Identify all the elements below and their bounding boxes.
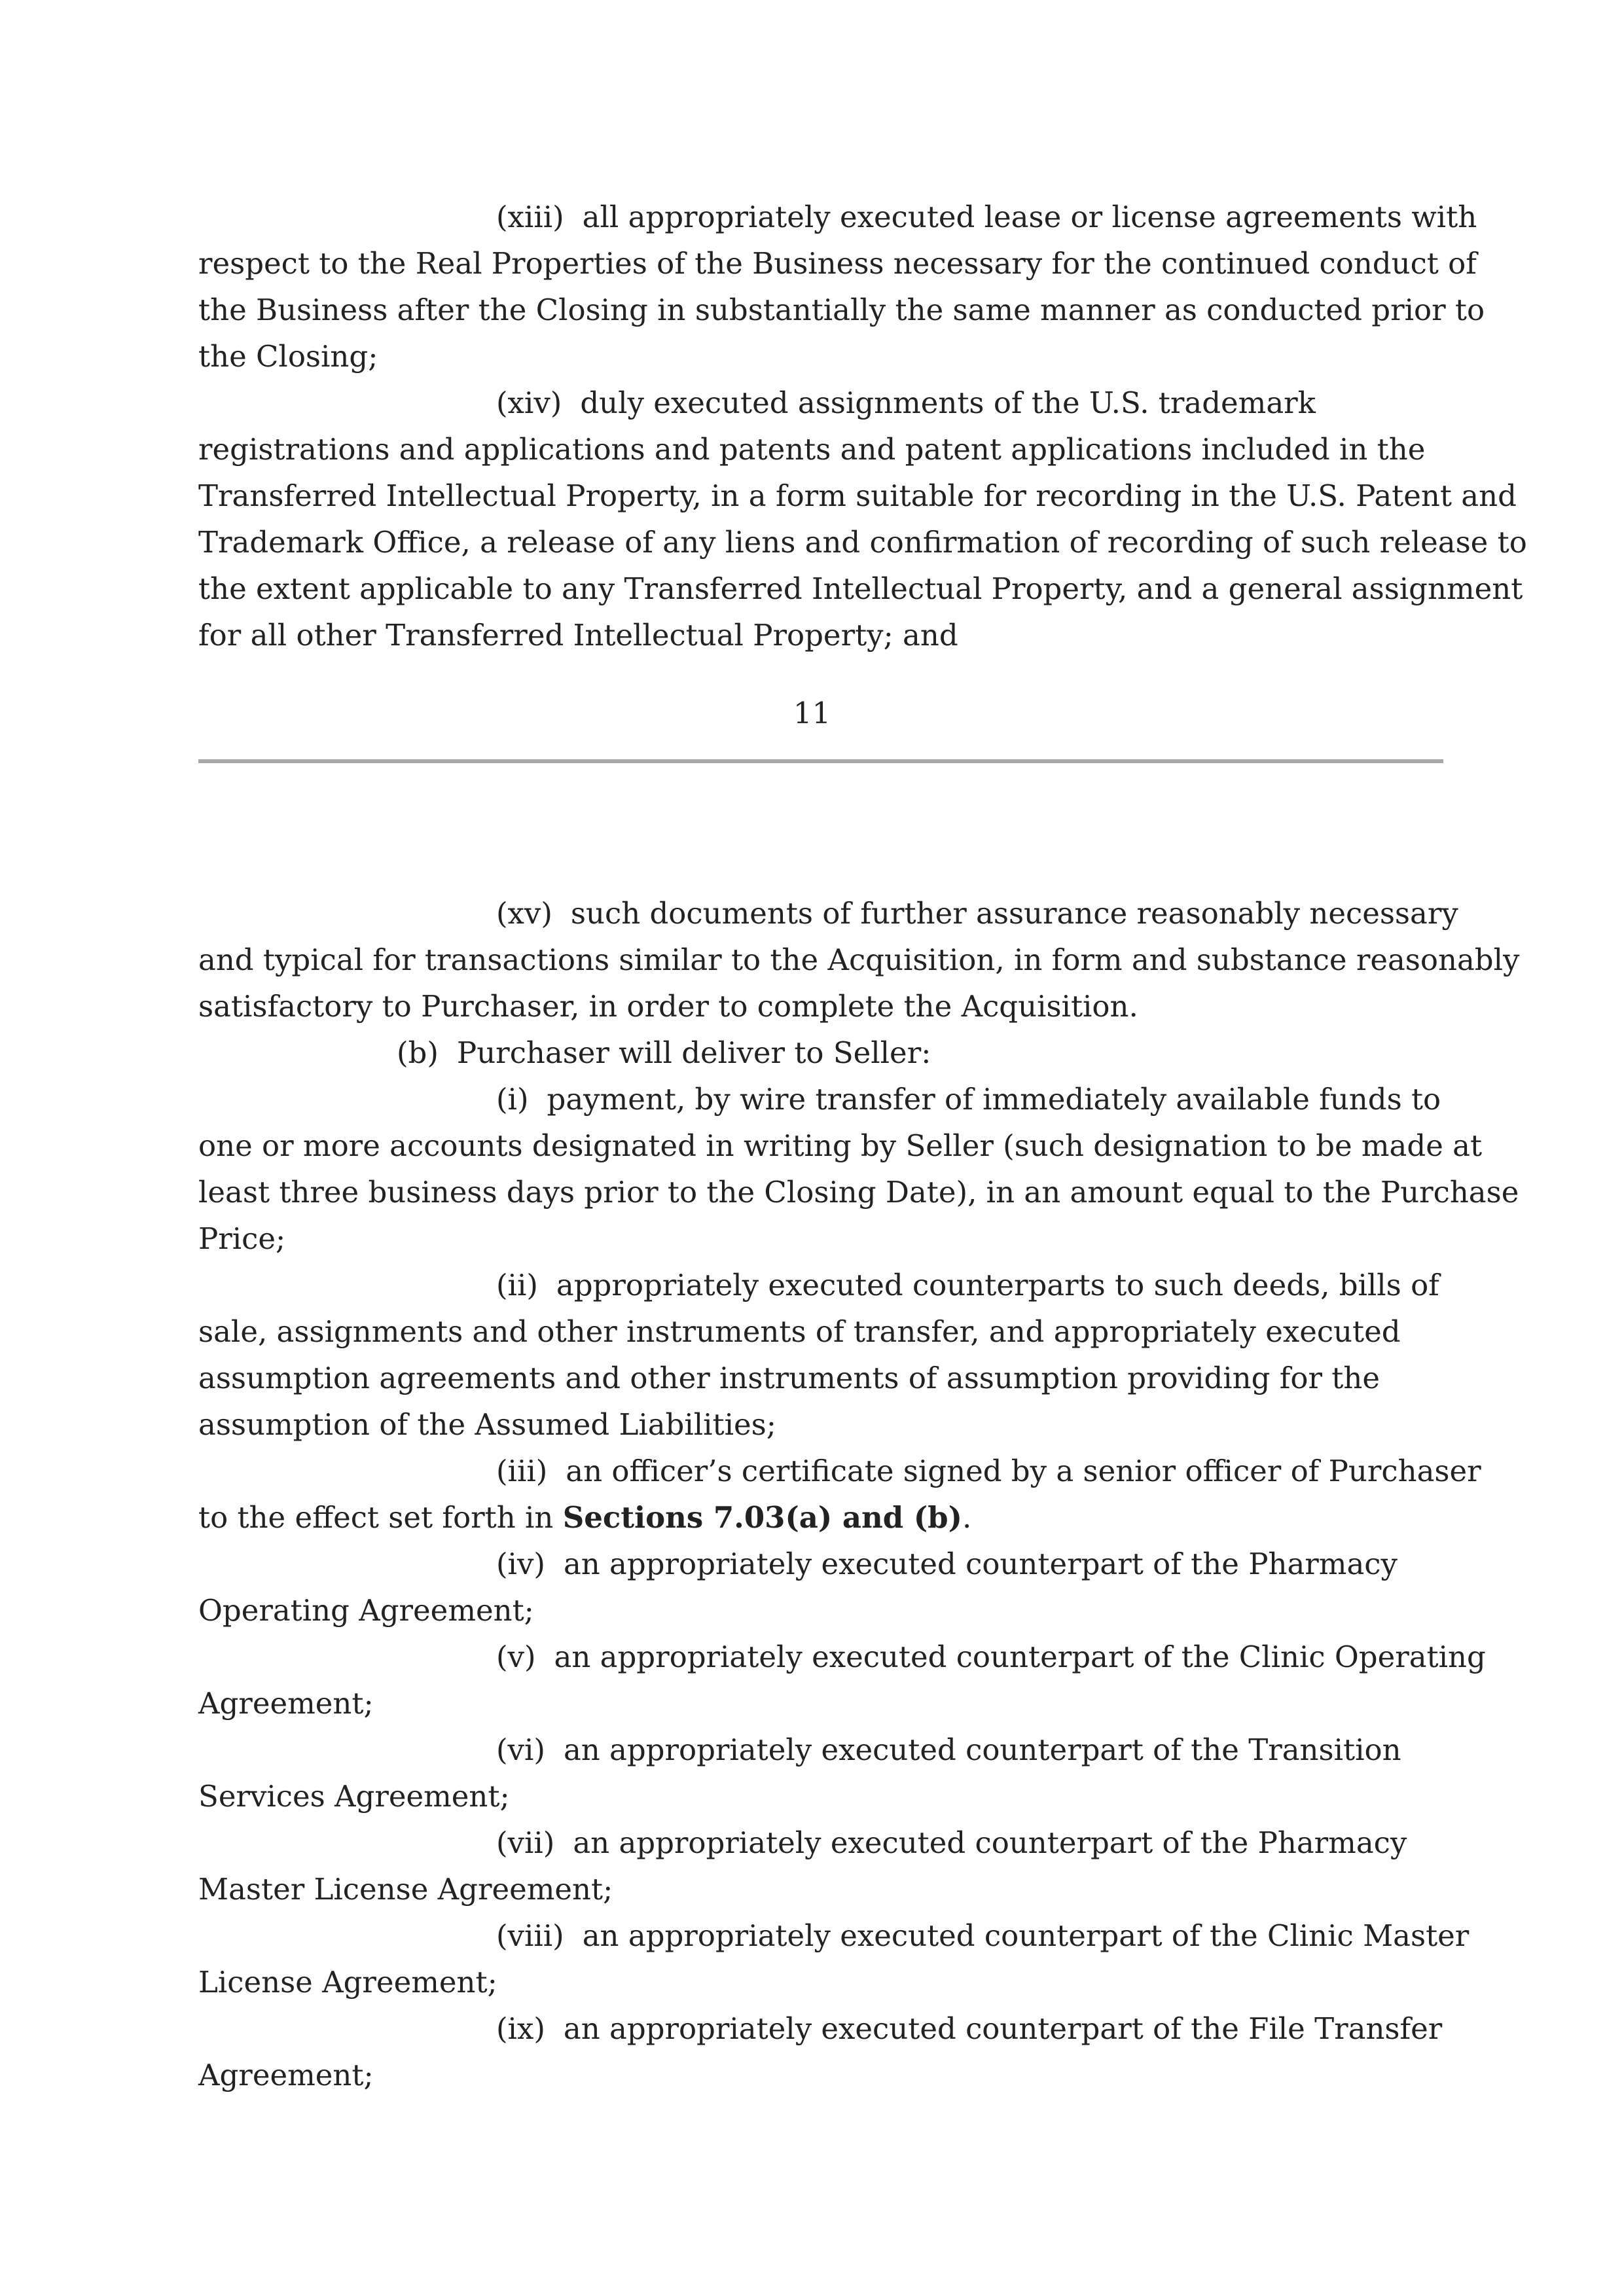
- clause-iii: [198, 1448, 1481, 1541]
- clause-text: Agreement;: [198, 2058, 374, 2092]
- section-reference: Sections 7.03(a) and (b): [562, 1500, 962, 1535]
- clause-text: an appropriately executed counterpart of the Transition: [563, 1732, 1401, 1767]
- clause-number: (i): [496, 1082, 529, 1117]
- clause-xiii: [198, 194, 1485, 380]
- clause-text: all appropriately executed lease or license agreements with: [582, 200, 1477, 234]
- clause-text: an appropriately executed counterpart of the File Transfer: [563, 2011, 1443, 2046]
- clause-text: an appropriately executed counterpart of the Pharmacy: [573, 1825, 1407, 1860]
- clause-text: License Agreement;: [198, 1965, 497, 2000]
- clause-number: (b): [397, 1035, 439, 1070]
- clause-text: Agreement;: [198, 1686, 374, 1721]
- clause-text: respect to the Real Properties of the Business necessary for the continued conduct of: [198, 246, 1477, 281]
- clause-text: the extent applicable to any Transferred Intellectual Property, and a general assignment: [198, 571, 1523, 606]
- clause-number: (v): [496, 1640, 536, 1674]
- clause-ii: [198, 1262, 1442, 1448]
- clause-text: and typical for transactions similar to the Acquisition, in form and substance reasonably: [198, 942, 1520, 977]
- clause-text: assumption of the Assumed Liabilities;: [198, 1407, 776, 1442]
- clause-text: duly executed assignments of the U.S. trademark: [580, 386, 1316, 420]
- clause-text: an appropriately executed counterpart of the Pharmacy: [563, 1547, 1398, 1581]
- clause-text: appropriately executed counterparts to such deeds, bills of: [556, 1268, 1439, 1302]
- clause-text: .: [962, 1500, 972, 1535]
- clause-text: for all other Transferred Intellectual Property; and: [198, 618, 958, 653]
- clause-viii: [198, 1912, 1470, 2005]
- clause-vii: [198, 1820, 1442, 1912]
- page-number: 11: [793, 696, 831, 730]
- clause-b: [198, 1030, 1442, 1076]
- clause-iv: [198, 1541, 1442, 1634]
- clause-ix: [198, 2005, 1442, 2098]
- clause-text: Trademark Office, a release of any liens and confirmation of recording of such release to: [198, 525, 1527, 560]
- clause-text: least three business days prior to the Closing Date), in an amount equal to the Purchase: [198, 1175, 1519, 1210]
- clause-text: an officer’s certificate signed by a senior officer of Purchaser: [566, 1454, 1481, 1488]
- clause-number: (ix): [496, 2011, 545, 2046]
- clause-text: one or more accounts designated in writing by Seller (such designation to be made at: [198, 1128, 1483, 1163]
- clause-text: Transferred Intellectual Property, in a form suitable for recording in the U.S. Patent and: [198, 478, 1517, 513]
- clause-text: to the effect set forth in: [198, 1500, 563, 1535]
- clause-text: payment, by wire transfer of immediately available funds to: [547, 1082, 1441, 1117]
- clause-number: (ii): [496, 1268, 538, 1302]
- clause-number: (vi): [496, 1732, 545, 1767]
- clause-text: assumption agreements and other instruments of assumption providing for the: [198, 1361, 1380, 1395]
- page-divider: [198, 759, 1443, 763]
- clause-number: (iii): [496, 1454, 548, 1488]
- clause-text: an appropriately executed counterpart of the Clinic Master: [582, 1918, 1470, 1953]
- clause-number: (vii): [496, 1825, 555, 1860]
- clause-text: an appropriately executed counterpart of the Clinic Operating: [554, 1640, 1486, 1674]
- clause-text: Purchaser will deliver to Seller:: [456, 1035, 931, 1070]
- clause-xv: [198, 890, 1520, 1030]
- clause-text: satisfactory to Purchaser, in order to complete the Acquisition.: [198, 989, 1138, 1024]
- clause-number: (viii): [496, 1918, 564, 1953]
- clause-text: Price;: [198, 1221, 286, 1256]
- clause-xiv: [198, 380, 1527, 658]
- clause-v: [198, 1634, 1486, 1727]
- clause-vi: [198, 1727, 1442, 1820]
- clause-text: the Business after the Closing in substantially the same manner as conducted prior to: [198, 293, 1485, 327]
- clause-i: [198, 1076, 1519, 1262]
- clause-text: the Closing;: [198, 339, 378, 374]
- clause-text: registrations and applications and patents and patent applications included in the: [198, 432, 1426, 467]
- clause-number: (xiii): [496, 200, 564, 234]
- clause-text: Operating Agreement;: [198, 1593, 534, 1628]
- clause-text: sale, assignments and other instruments of transfer, and appropriately executed: [198, 1314, 1401, 1349]
- clause-text: Master License Agreement;: [198, 1872, 613, 1907]
- clause-text: such documents of further assurance reasonably necessary: [570, 896, 1458, 931]
- clause-number: (xiv): [496, 386, 562, 420]
- clause-text: Services Agreement;: [198, 1779, 510, 1814]
- clause-number: (iv): [496, 1547, 545, 1581]
- clause-number: (xv): [496, 896, 552, 931]
